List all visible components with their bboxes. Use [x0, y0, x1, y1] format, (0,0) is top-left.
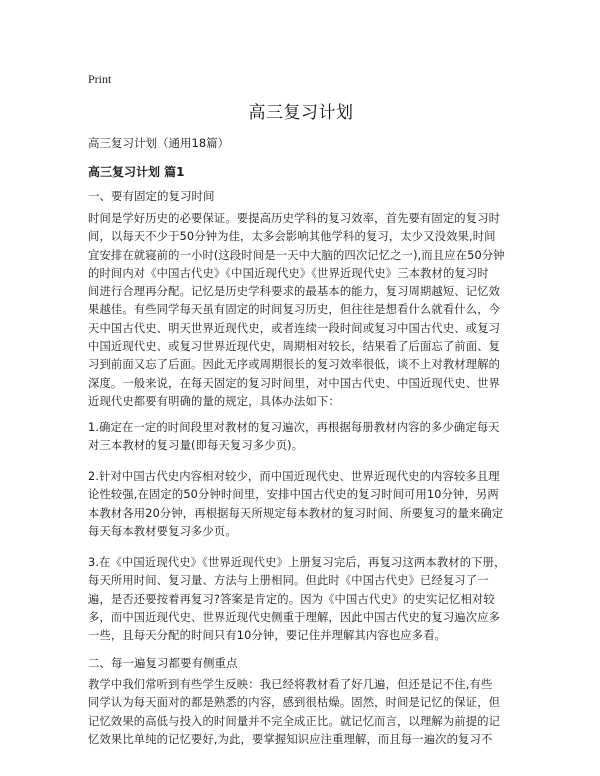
paragraph-line: 间进行合理再分配。记忆是历史学科要求的最基本的能力，复习周期越短、记忆效	[88, 285, 501, 299]
paragraph-line: 论性较强,在固定的50分钟时间里，安排中国古代史的复习时间可用10分钟，另两	[88, 488, 499, 502]
paragraph-line: 多，而中国近现代史、世界近现代史侧重于理解，因此中国古代史的复习遍次应多	[88, 610, 501, 624]
paragraph-line: 本教材各用20分钟，再根据每天所规定每本教材的复习时间、所要复习的量来确定	[88, 506, 504, 520]
paragraph-line: 天中国古代史、明天世界近现代史，或者连续一段时间或复习中国古代史、或复习	[88, 321, 501, 335]
paragraph-line: 时间是学好历史的必要保证。要提高历史学科的复习效率，首先要有固定的复习时	[88, 212, 501, 225]
paragraph-line: 教学中我们常听到有些学生反映：我已经将教材看了好几遍，但还是记不住,有些	[88, 678, 493, 691]
paragraph-line: 间，以每天不少于50分钟为佳，太多会影响其他学科的复习，太少又没效果,时间	[88, 230, 496, 244]
paragraph-4	[88, 554, 514, 645]
paragraph-line: 一些，且每天分配的时间只有10分钟，要记住并理解其内容也应多看。	[88, 629, 447, 643]
paragraph-line: 每天每本教材要复习多少页。	[88, 524, 237, 538]
paragraph-line: 记忆效果的高低与投入的时间量并不完全成正比。就记忆而言，以理解为前提的记	[88, 714, 501, 728]
paragraph-line: 近现代史都要有明确的量的规定，具体办法如下：	[88, 394, 340, 408]
section-heading-1: 一、要有固定的复习时间	[88, 189, 215, 203]
paragraph-line: 2.针对中国古代史内容相对较少，而中国近现代史、世界近现代史的内容较多且理	[88, 470, 500, 483]
paragraph-line: 果越佳。有些同学每天虽有固定的时间复习历史，但往往是想看什么就看什么，今	[88, 303, 501, 317]
paragraph-2	[88, 419, 514, 456]
paragraph-line: 习到前面又忘了后面。因此无序或周期很长的复习效率很低，谈不上对教材理解的	[88, 358, 501, 372]
document-subtitle: 高三复习计划（通用18篇）	[88, 136, 230, 150]
paragraph-line: 对三本教材的复习量(即每天复习多少页)。	[88, 439, 304, 453]
paragraph-line: 每天所用时间、复习量、方法与上册相同。但此时《中国古代史》已经复习了一	[88, 574, 489, 588]
paragraph-line: 3.在《中国近现代史》《世界近现代史》上册复习完后，再复习这两本教材的下册，	[88, 556, 506, 569]
paragraph-line: 同学认为每天面对的都是熟悉的内容，感到很枯燥。固然，时间是记忆的保证，但	[88, 696, 501, 710]
document-title: 高三复习计划	[248, 103, 354, 123]
paragraph-3	[88, 468, 514, 541]
paragraph-line: 遍，是否还要按着再复习?答案是肯定的。因为《中国古代史》的史实记忆相对较	[88, 592, 495, 606]
paragraph-1	[88, 210, 514, 411]
section-heading-2: 二、每一遍复习都要有侧重点	[88, 656, 238, 670]
article-heading: 高三复习计划 篇1	[88, 165, 185, 179]
paragraph-line: 1.确定在一定的时间段里对教材的复习遍次，再根据每册教材内容的多少确定每天	[88, 421, 500, 434]
print-label[interactable]: Print	[88, 72, 112, 86]
paragraph-line: 中国近现代史、或复习世界近现代史，周期相对较长，结果看了后面忘了前面、复	[88, 340, 501, 354]
paragraph-line: 忆效果比单纯的记忆要好,为此，要掌握知识应注重理解，而且每一遍次的复习不	[88, 732, 493, 746]
paragraph-5	[88, 676, 514, 749]
paragraph-line: 深度。一般来说，在每天固定的复习时间里，对中国古代史、中国近现代史、世界	[88, 376, 501, 390]
paragraph-line: 宜安排在就寝前的一小时(这段时间是一天中大脑的四次记忆之一),而且应在50分钟	[88, 248, 505, 262]
paragraph-line: 的时间内对《中国古代史》《中国近现代史》《世界近现代史》三本教材的复习时	[88, 266, 489, 280]
